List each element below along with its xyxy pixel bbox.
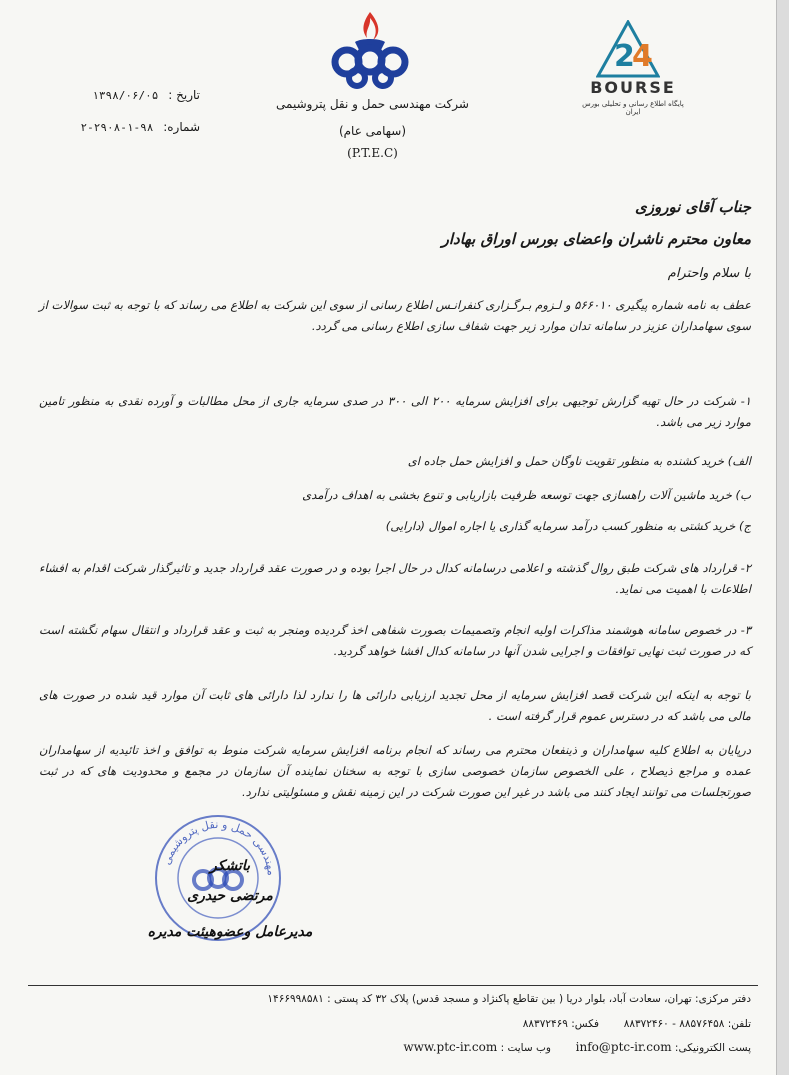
signature-closing: باتشکر xyxy=(209,858,250,874)
ptec-flame-logo-icon xyxy=(325,8,415,90)
footer-online xyxy=(403,1040,751,1054)
fax-label: فکس: xyxy=(571,1018,599,1030)
paragraph-closing: درپایان به اطلاع کلیه سهامداران و ذینفعان محترم می رساند که انجام برنامه افزایش سرمایه شرکت منوط به توافق و اخذ تائیدیه از سهامداران عمده و مراجع ذیصلاح ، علی الخصوص سازمان خصوصی سازی با توجه به سخنان نماینده آن سازمان در مجمع و محدودیت های که در ثبت صورتجلسات می توانند ایجاد کنند می باشد در غیر این صورت شرکت در این زمینه نقش و مسئولیتی ندارد. xyxy=(39,743,751,799)
letter-date xyxy=(30,88,200,102)
paragraph-intro: عطف به نامه شماره پیگیری ۵۶۶۰۱۰ و لـزوم بـرگـزاری کنفرانـس اطلاع رسانی از سوی این شرکت به اطلاع می رساند که با توجه به ثبت سوالات از سوی سهامداران عزیز در سامانه تدان موارد زیر جهت شفاف سازی اطلاع رسانی می گردد. xyxy=(39,298,751,333)
footer-divider xyxy=(28,985,758,986)
date-label: تاریخ : xyxy=(168,88,200,102)
paragraph-assets: با توجه به اینکه این شرکت قصد افزایش سرمایه از محل تجدید ارزیابی دارائی ها را ندارد لذا دارائی های ثابت آن موارد قید شده در صورت های مالی می باشد که در دسترس عموم قرار گرفته است . xyxy=(39,688,751,723)
bourse-triangle-icon xyxy=(596,20,660,78)
email-label: پست الکترونیکی: xyxy=(674,1042,751,1054)
company-name: شرکت مهندسی حمل و نقل پتروشیمی xyxy=(276,97,469,111)
fax-number: ۸۸۳۷۲۴۶۹ xyxy=(522,1018,568,1030)
bourse-wordmark: BOURSE xyxy=(590,78,676,97)
phone-numbers: ۸۸۵۷۶۴۵۸ - ۸۸۳۷۲۴۶۰ xyxy=(623,1018,725,1030)
svg-text:2: 2 xyxy=(614,39,635,74)
paragraph-item-1a: الف) خرید کشنده به منظور تقویت ناوگان حمل و افزایش حمل جاده ای xyxy=(407,454,751,468)
bourse-logo xyxy=(578,20,688,116)
paragraph-item-1b: ب) خرید ماشین آلات راهسازی جهت توسعه ظرفیت بازاریابی و تنوع بخشی به اهداف درآمدی xyxy=(302,488,751,502)
paragraph-item-1: ۱- شرکت در حال تهیه گزارش توجیهی برای افزایش سرمایه ۲۰۰ الی ۳۰۰ در صدی سرمایه جاری از محل مطالبات و آورده نقدی به منظور تامین موارد زیر می باشد. xyxy=(39,394,751,429)
scan-edge xyxy=(776,0,789,1075)
number-value: ۹۸-۱-۲۹۰۸-۲ xyxy=(80,121,154,134)
paragraph-item-1c: ج) خرید کشتی به منظور کسب درآمد سرمایه گذاری یا اجاره اموال (دارایی) xyxy=(385,519,751,533)
bourse-subtitle: پایگاه اطلاع رسانی و تحلیلی بورس ایران xyxy=(582,100,684,116)
phone-label: تلفن: xyxy=(727,1018,751,1030)
addressee-title: معاون محترم ناشران واعضای بورس اوراق بهادار xyxy=(441,230,751,248)
stamp-arc-text: مهندسی حمل و نقل پتروشیمی xyxy=(159,817,278,877)
paragraph-item-3: ۳- در خصوص سامانه هوشمند مذاکرات اولیه انجام وتصمیمات بصورت شفاهی اخذ گردیده ومنجر به ثبت و عقد قرارداد و انتقال سهام نگشته است که در صورت ثبت نهایی توافقات و اجرایی شدن آنها در سامانه کدال افشا خواهد گردید. xyxy=(39,623,751,658)
signatory-name: مرتضی حیدری xyxy=(187,888,273,904)
greeting: با سلام واحترام xyxy=(667,266,751,281)
svg-text:4: 4 xyxy=(632,39,653,74)
paragraph-item-2: ۲- قرارداد های شرکت طبق روال گذشته و اعلامی درسامانه کدال در حال اجرا بوده و در صورت عقد قرارداد جدید و تاثیرگذار شرکت اقدام به افشاء اطلاعات با اهمیت می نماید. xyxy=(39,561,751,596)
date-value: ۱۳۹۸/۰۶/۰۵ xyxy=(92,89,159,102)
signatory-title: مدیرعامل وعضوهیئت مدیره xyxy=(147,924,313,940)
number-label: شماره: xyxy=(163,120,200,134)
footer-address: دفتر مرکزی: تهران، سعادت آباد، بلوار دریا ( بین تقاطع پاکنژاد و مسجد قدس) پلاک ۳۲ کد پستی : ۱۴۶۶۹۹۸۵۸۱ xyxy=(267,993,751,1005)
footer-contacts xyxy=(523,1018,751,1030)
website-label: وب سایت : xyxy=(500,1042,551,1054)
website-url: www.ptc-ir.com xyxy=(403,1040,498,1054)
email-address: info@ptc-ir.com xyxy=(575,1040,672,1054)
company-type: (سهامی عام) xyxy=(338,124,407,138)
addressee: جناب آقای نوروزی xyxy=(635,198,751,216)
letter-number xyxy=(30,120,200,134)
company-abbreviation: (P.T.E.C) xyxy=(347,146,398,160)
